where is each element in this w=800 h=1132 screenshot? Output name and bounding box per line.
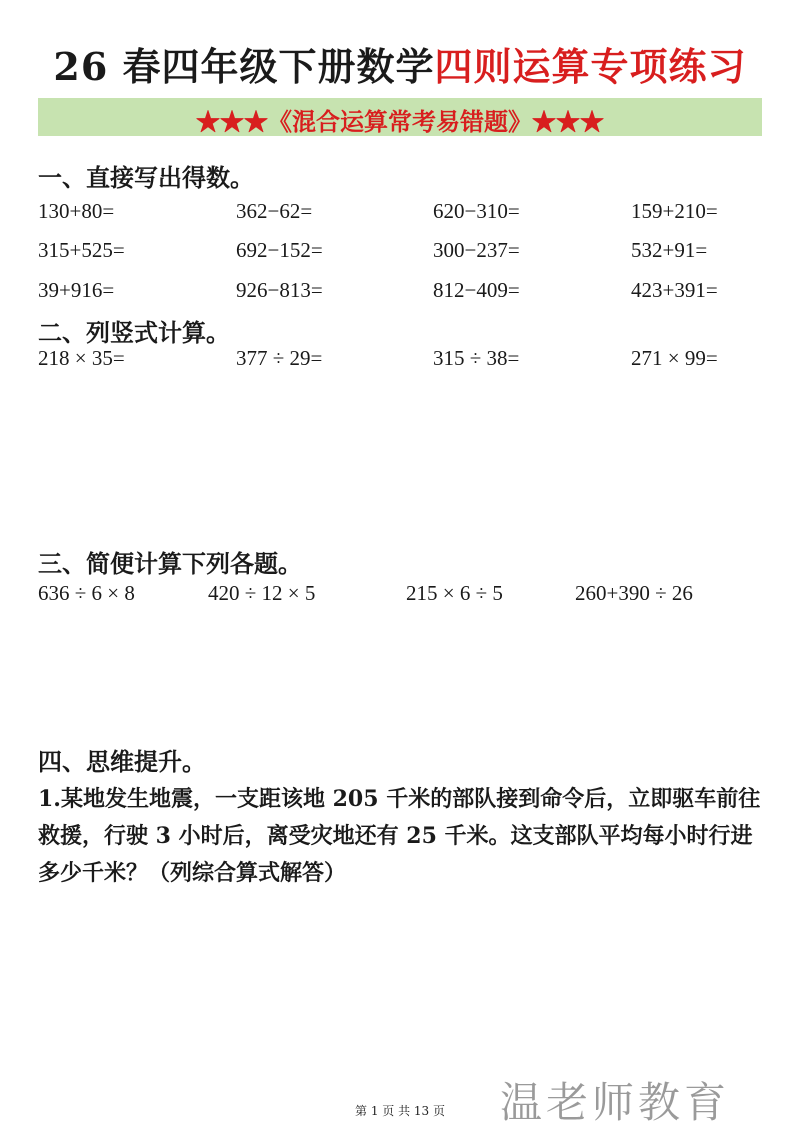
- direct-calc-item: 620−310=: [433, 199, 520, 223]
- direct-calc-item: 315+525=: [38, 238, 125, 262]
- page-title: [0, 36, 800, 91]
- watermark: 温老师教育: [500, 1078, 731, 1127]
- subtitle-text: ★★★《混合运算常考易错题》★★★: [196, 107, 604, 136]
- section-heading-direct: 一、直接写出得数。: [38, 163, 254, 192]
- direct-calc-item: 39+916=: [38, 278, 115, 302]
- direct-calc-item: 362−62=: [236, 199, 313, 223]
- simple-calc-item: 636 ÷ 6 × 8: [38, 581, 135, 605]
- page-footer: 第 1 页 共 13 页: [355, 1104, 445, 1118]
- title-topic: 四则运算专项练习: [434, 44, 747, 89]
- vertical-calc-item: 377 ÷ 29=: [236, 346, 323, 370]
- direct-calc-item: 159+210=: [631, 199, 718, 223]
- simple-calc-item: 420 ÷ 12 × 5: [208, 581, 316, 605]
- simple-calc-item: 260+390 ÷ 26: [575, 581, 693, 605]
- direct-calc-item: 423+391=: [631, 278, 718, 302]
- section-heading-thinking: 四、思维提升。: [38, 747, 206, 776]
- word-problem: 1.某地发生地震，一支距该地 205 千米的部队接到命令后，立即驱车前往救援，行驶 3 小时后，离受灾地还有 25 千米。这支部队平均每小时行进多少千米？（列综合算式解答）: [38, 786, 761, 886]
- direct-calc-item: 926−813=: [236, 278, 323, 302]
- vertical-calc-item: 315 ÷ 38=: [433, 346, 520, 370]
- section-heading-vertical: 二、列竖式计算。: [38, 318, 230, 347]
- subtitle-banner: [38, 98, 762, 136]
- vertical-calc-item: 271 × 99=: [631, 346, 718, 370]
- section-heading-simple: 三、简便计算下列各题。: [38, 549, 302, 578]
- direct-calc-item: 300−237=: [433, 238, 520, 262]
- direct-calc-item: 532+91=: [631, 238, 708, 262]
- title-grade: 26 春四年级下册数学: [53, 44, 435, 89]
- direct-calc-item: 812−409=: [433, 278, 520, 302]
- vertical-calc-item: 218 × 35=: [38, 346, 125, 370]
- direct-calc-item: 692−152=: [236, 238, 323, 262]
- direct-calc-item: 130+80=: [38, 199, 115, 223]
- simple-calc-item: 215 × 6 ÷ 5: [406, 581, 503, 605]
